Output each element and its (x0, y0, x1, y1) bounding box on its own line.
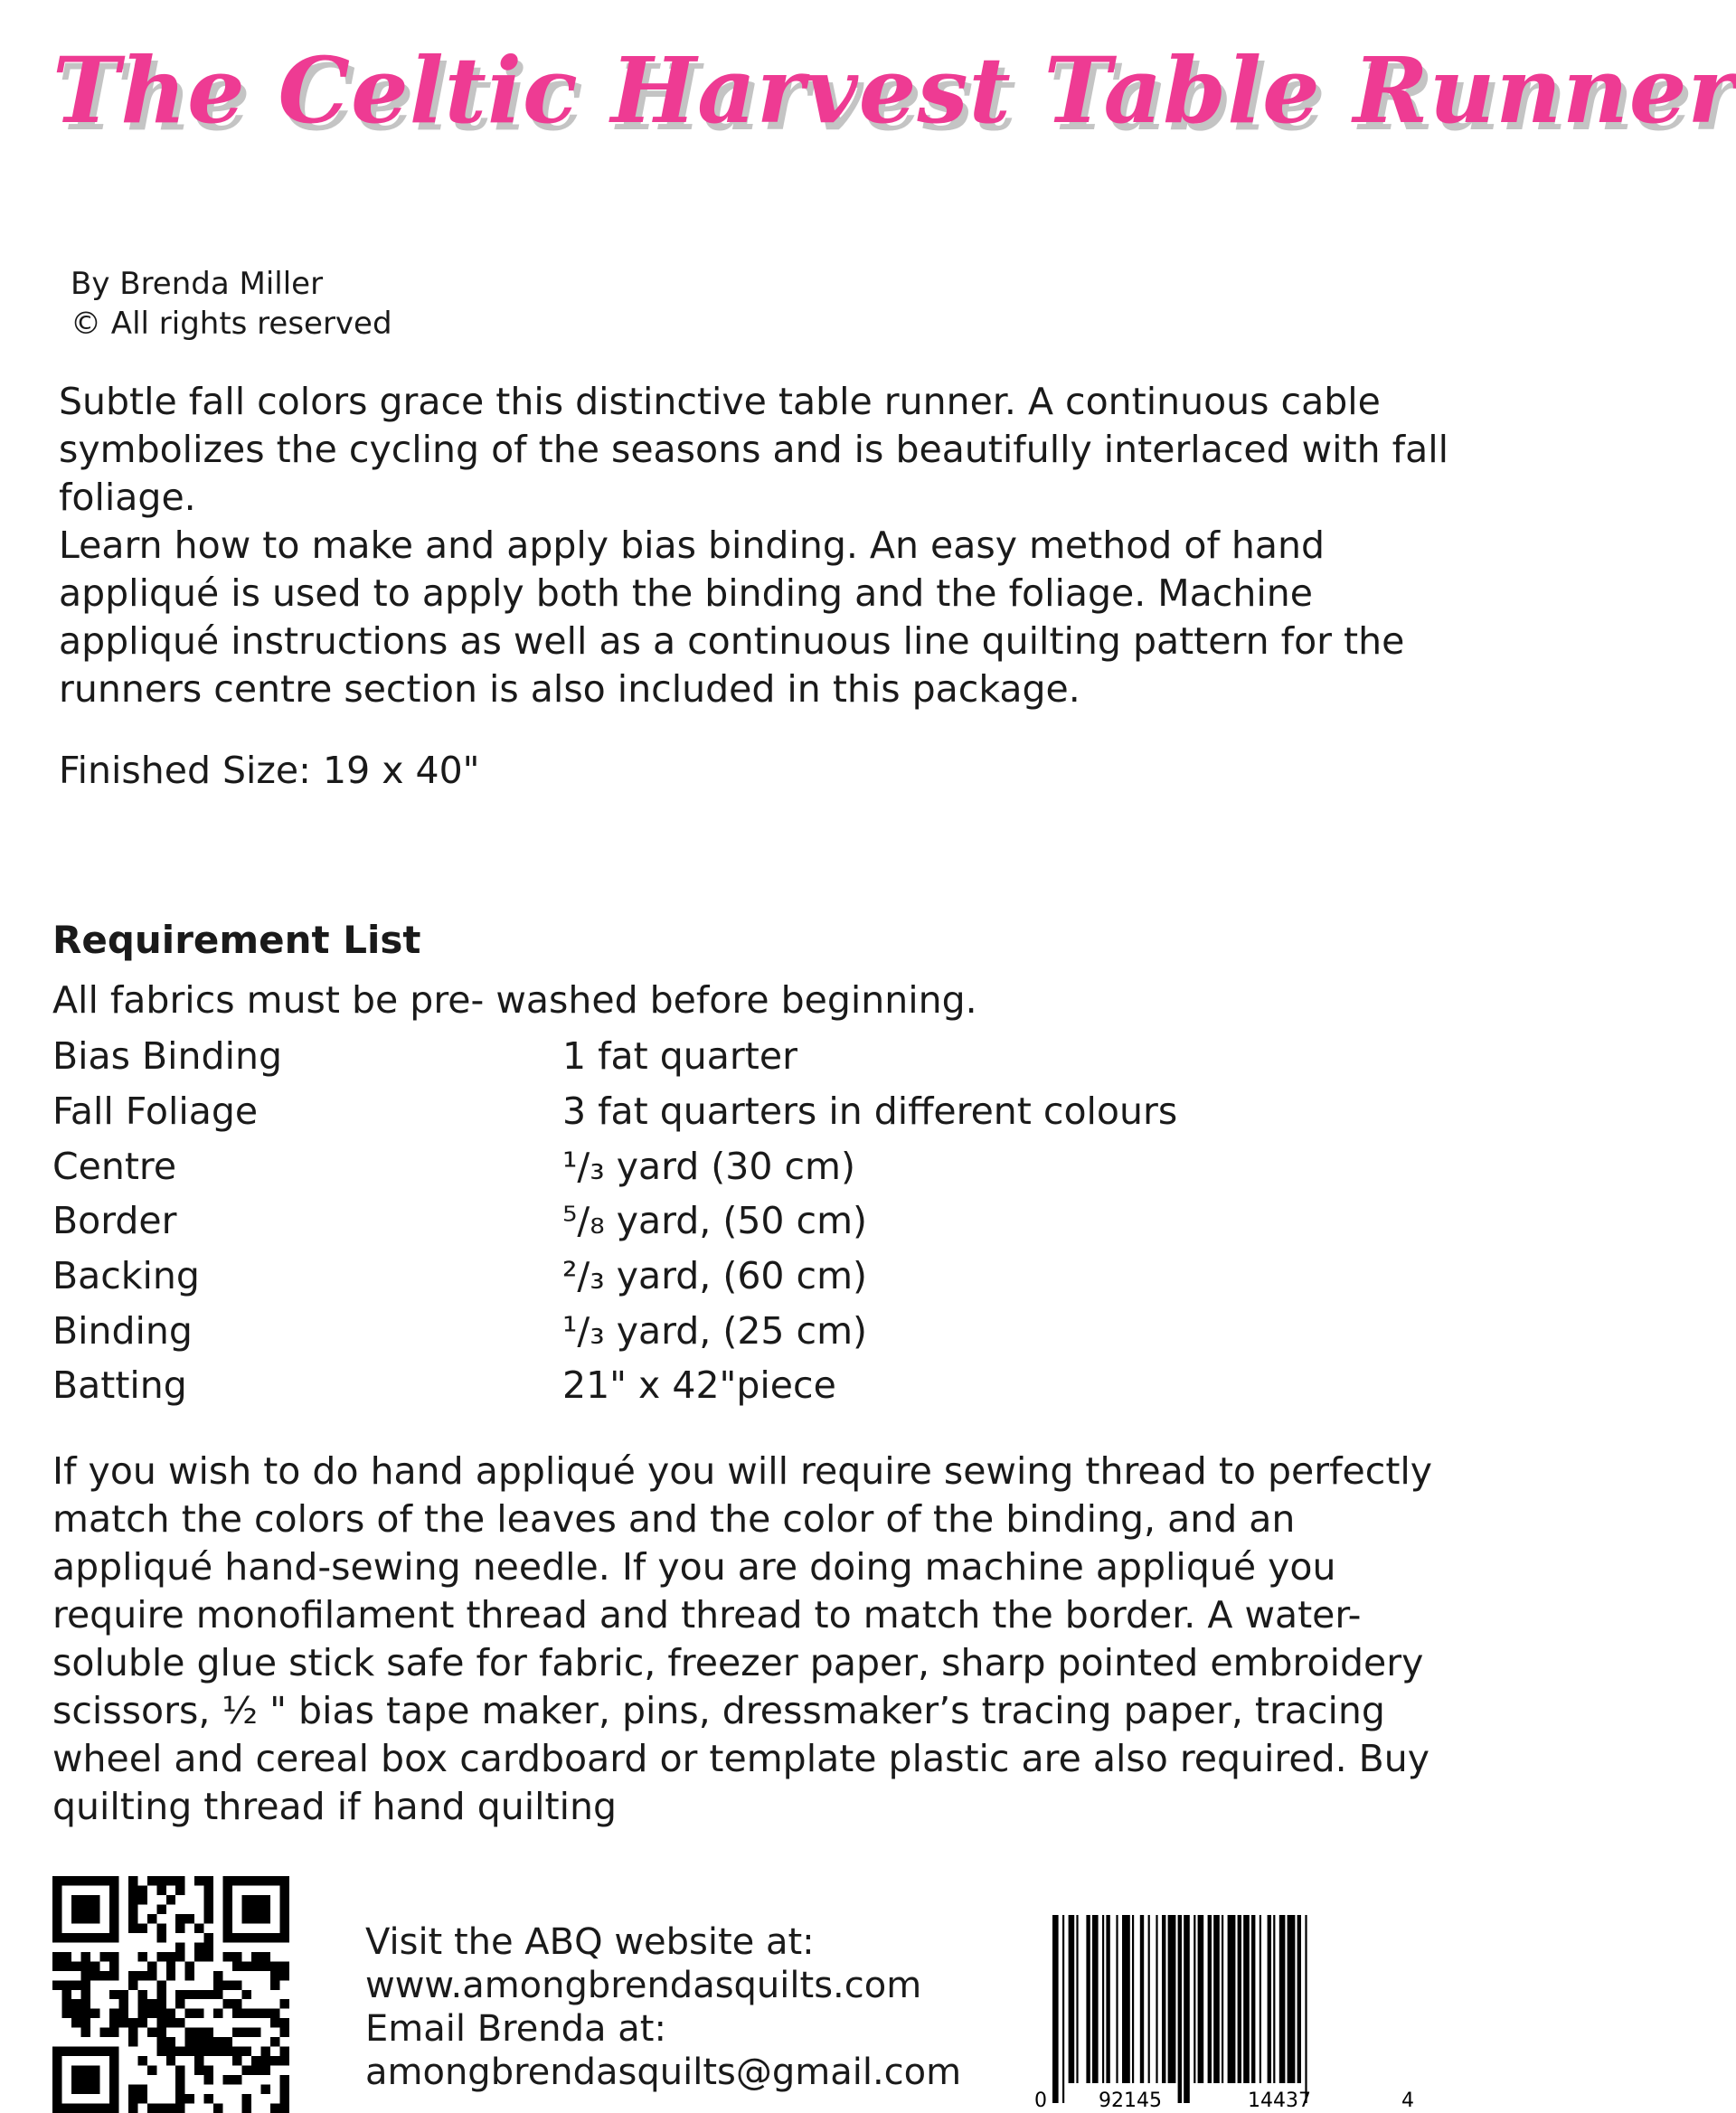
table-row (52, 1029, 1177, 1084)
requirement-name: Centre (52, 1144, 177, 1188)
barcode-digits-group1: 92145 (1099, 2089, 1162, 2112)
requirement-amount: ²/₃ yard, (60 cm) (562, 1254, 868, 1298)
requirement-amount: 1 fat quarter (562, 1034, 797, 1079)
byline (71, 264, 392, 344)
requirement-name: Bias Binding (52, 1034, 282, 1079)
intro-paragraph: Learn how to make and apply bias binding. An easy method of hand appliqué is used to apply both the binding and the foliage. Machine appliqué instructions as well as a continuous line quilting pattern for the runners centre section is also included in this package. (59, 524, 1405, 711)
copyright-notice: © All rights reserved (71, 306, 392, 342)
requirement-amount: 21" x 42"piece (562, 1363, 836, 1408)
intro-section (59, 378, 1451, 713)
requirement-name: Batting (52, 1363, 187, 1408)
requirements-table (52, 1029, 1177, 1413)
barcode-digit-right: 4 (1401, 2089, 1414, 2112)
requirement-amount: ¹/₃ yard, (25 cm) (562, 1308, 868, 1353)
contact-info (365, 1920, 961, 2094)
website-link[interactable]: www.amongbrendasquilts.com (365, 1965, 922, 2006)
requirement-amount: 3 fat quarters in different colours (562, 1090, 1178, 1134)
website-caption: Visit the ABQ website at: (365, 1921, 815, 1963)
requirement-name: Border (52, 1199, 177, 1243)
barcode-digit-left: 0 (1034, 2089, 1047, 2112)
requirement-amount: ¹/₃ yard (30 cm) (562, 1144, 855, 1188)
requirement-amount: ⁵/₈ yard, (50 cm) (562, 1199, 868, 1243)
qr-code-icon[interactable] (52, 1876, 289, 2113)
intro-paragraph: Subtle fall colors grace this distinctive table runner. A continuous cable symbolizes the cycling of the seasons and is beautifully interlaced with fall foliage. (59, 380, 1448, 519)
table-row (52, 1249, 1177, 1304)
table-row (52, 1138, 1177, 1193)
finished-size: Finished Size: 19 x 40" (59, 749, 480, 792)
table-row (52, 1303, 1177, 1358)
barcode-digits-group2: 14437 (1248, 2089, 1311, 2112)
email-caption: Email Brenda at: (365, 2008, 666, 2050)
author-credit: By Brenda Miller (71, 266, 324, 302)
requirement-name: Backing (52, 1254, 200, 1298)
table-row (52, 1193, 1177, 1249)
page-title: The Celtic Harvest Table Runner (52, 37, 1736, 144)
requirements-heading: Requirement List (52, 918, 421, 962)
barcode-icon (1031, 1915, 1420, 2112)
email-link[interactable]: amongbrendasquilts@gmail.com (365, 2052, 962, 2093)
table-row (52, 1358, 1177, 1413)
requirement-name: Fall Foliage (52, 1090, 259, 1134)
table-row (52, 1084, 1177, 1139)
requirement-name: Binding (52, 1308, 193, 1353)
requirements-note: All fabrics must be pre- washed before beginning. (52, 978, 977, 1022)
supplies-paragraph: If you wish to do hand appliqué you will require sewing thread to perfectly match the colors of the leaves and the color of the binding, and an appliqué hand-sewing needle. If you are doing machine appliqué you require monofilament thread and thread to match the border. A water-soluble glue stick safe for fabric, freezer paper, sharp pointed embroidery scissors, ½ " bias tape maker, pins, dressmaker’s tracing paper, tracing wheel and cereal box cardboard or template plastic are also required. Buy quilting thread if hand quilting (52, 1449, 1433, 1828)
